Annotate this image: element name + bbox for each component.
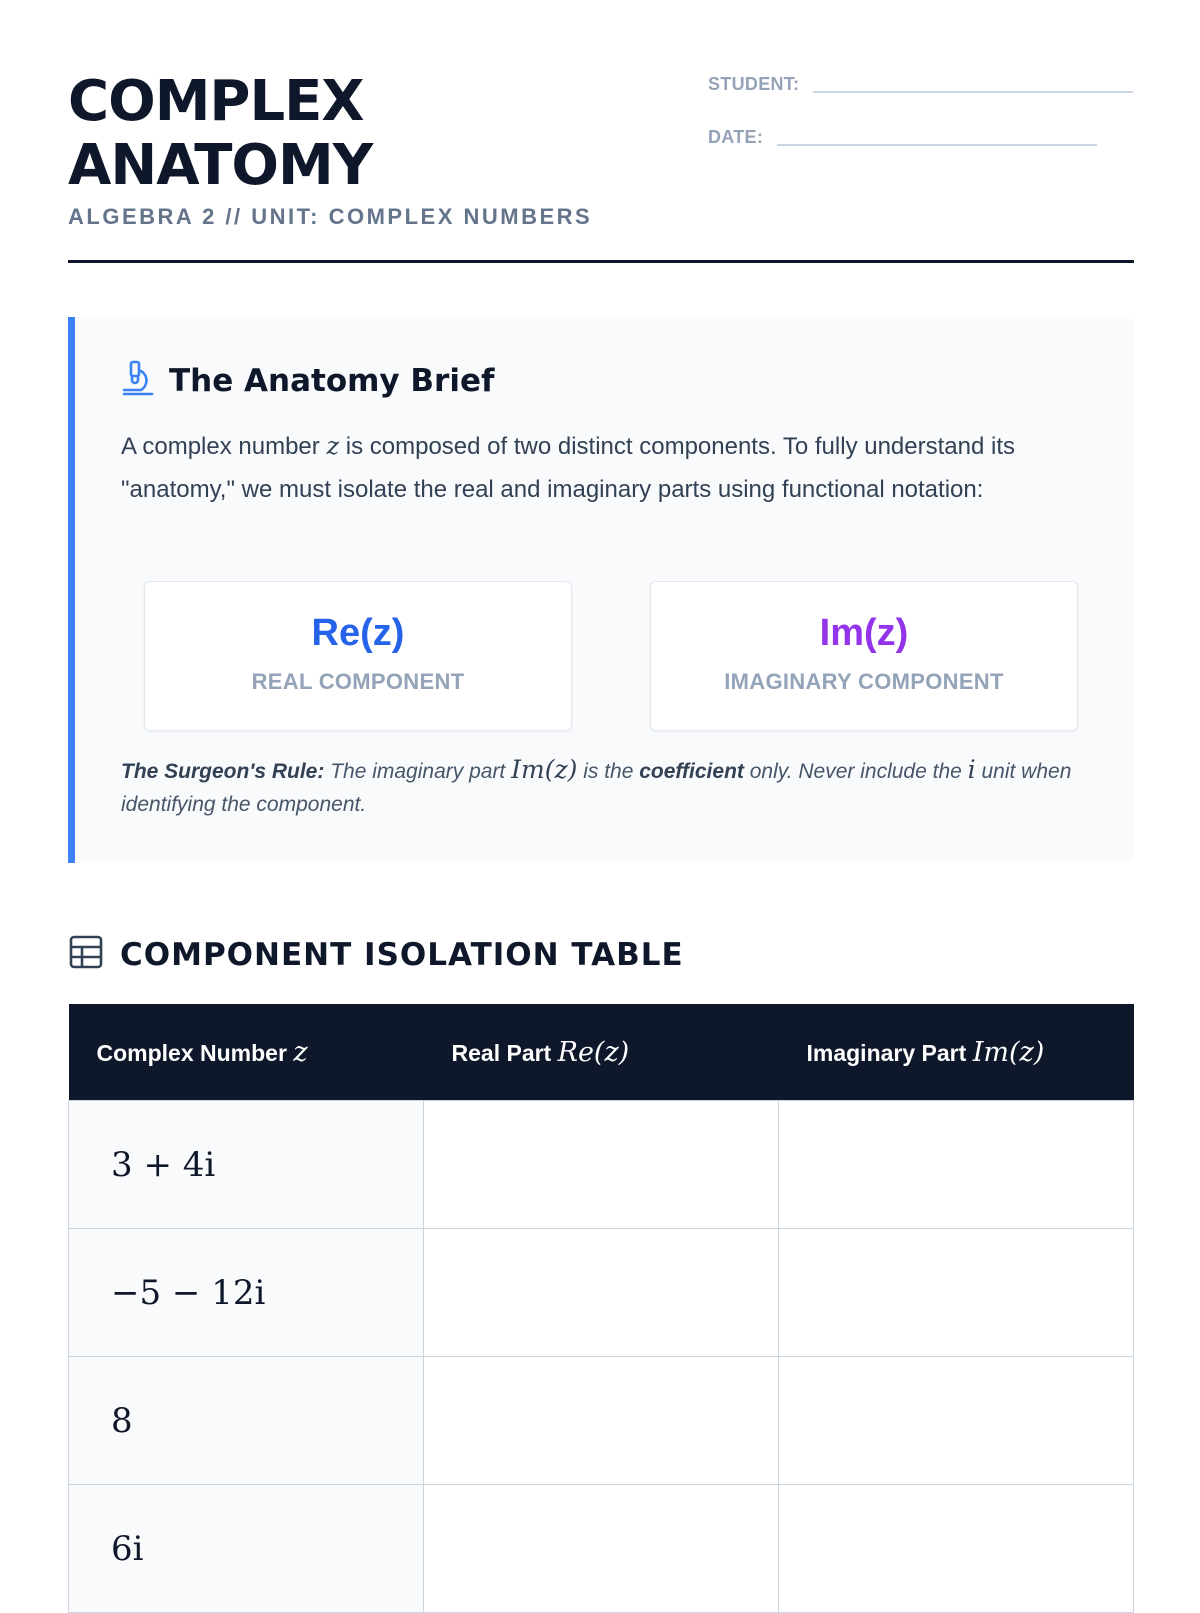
complex-number-cell: 6i [69,1485,424,1613]
date-field[interactable] [708,127,1097,148]
table-row [69,1229,1134,1357]
header-divider [68,260,1134,263]
anatomy-brief-panel [68,317,1134,863]
column-header-imaginary [779,1004,1134,1101]
rule-text: is the [577,760,640,783]
brief-text-part: is composed of two distinct components. To fully understand its "anatomy," we must isolate the real and imaginary parts using functional notation: [121,433,1015,503]
real-part-answer-cell[interactable] [424,1357,779,1485]
rule-bold-word: coefficient [639,760,744,783]
brief-title: The Anatomy Brief [169,362,495,399]
imaginary-part-answer-cell[interactable] [779,1485,1134,1613]
imaginary-caption: IMAGINARY COMPONENT [724,669,1004,694]
header-math: Re(z) [557,1036,630,1068]
brief-text-part: A complex number [121,433,327,460]
complex-number-cell: 3 + 4i [69,1101,424,1229]
real-part-answer-cell[interactable] [424,1229,779,1357]
rule-text: The imaginary part [324,760,512,783]
rule-text: unit when identifying the component. [121,760,1072,816]
real-part-answer-cell[interactable] [424,1101,779,1229]
student-field[interactable] [708,74,1133,95]
imaginary-part-answer-cell[interactable] [779,1357,1134,1485]
header-text: Imaginary Part [806,1039,973,1066]
real-part-answer-cell[interactable] [424,1485,779,1613]
brief-header [121,359,495,402]
date-input-line[interactable] [777,143,1097,146]
real-symbol: Re(z) [311,612,405,654]
rule-math-im: Im(z) [511,755,578,784]
real-caption: REAL COMPONENT [251,669,465,694]
imaginary-part-answer-cell[interactable] [779,1101,1134,1229]
table-row [69,1357,1134,1485]
real-component-card [144,581,572,731]
table-row [69,1101,1134,1229]
imaginary-component-card [650,581,1078,731]
header-text: Real Part [451,1039,558,1066]
brief-intro-text [121,425,1101,511]
imaginary-symbol: Im(z) [819,612,909,654]
header-math: z [293,1036,308,1068]
date-label: DATE: [708,127,764,147]
microscope-icon [121,359,155,402]
table-section-title: COMPONENT ISOLATION TABLE [120,936,684,973]
imaginary-part-answer-cell[interactable] [779,1229,1134,1357]
rule-label: The Surgeon's Rule: [121,760,325,783]
complex-number-cell: 8 [69,1357,424,1485]
column-header-real [424,1004,779,1101]
student-label: STUDENT: [708,74,800,94]
table-header-row [69,1004,1134,1101]
header-math: Im(z) [972,1036,1045,1068]
page-title [68,70,628,198]
worksheet-page [68,0,1134,1600]
complex-number-cell: −5 − 12i [69,1229,424,1357]
variable-z: z [326,432,340,460]
column-header-complex [69,1004,424,1101]
surgeons-rule-note [121,753,1081,821]
title-line-1: COMPLEX [68,69,364,134]
table-icon [68,934,104,975]
component-cards [144,581,1076,731]
title-line-2: ANATOMY [68,133,373,198]
page-subtitle: ALGEBRA 2 // UNIT: COMPLEX NUMBERS [68,204,593,229]
rule-text: only. Never include the [743,760,968,783]
table-section-header [68,934,684,975]
component-isolation-table [68,1004,1134,1613]
header-text: Complex Number [96,1039,294,1066]
rule-math-i: i [967,755,976,784]
student-input-line[interactable] [813,90,1133,93]
table-row [69,1485,1134,1613]
